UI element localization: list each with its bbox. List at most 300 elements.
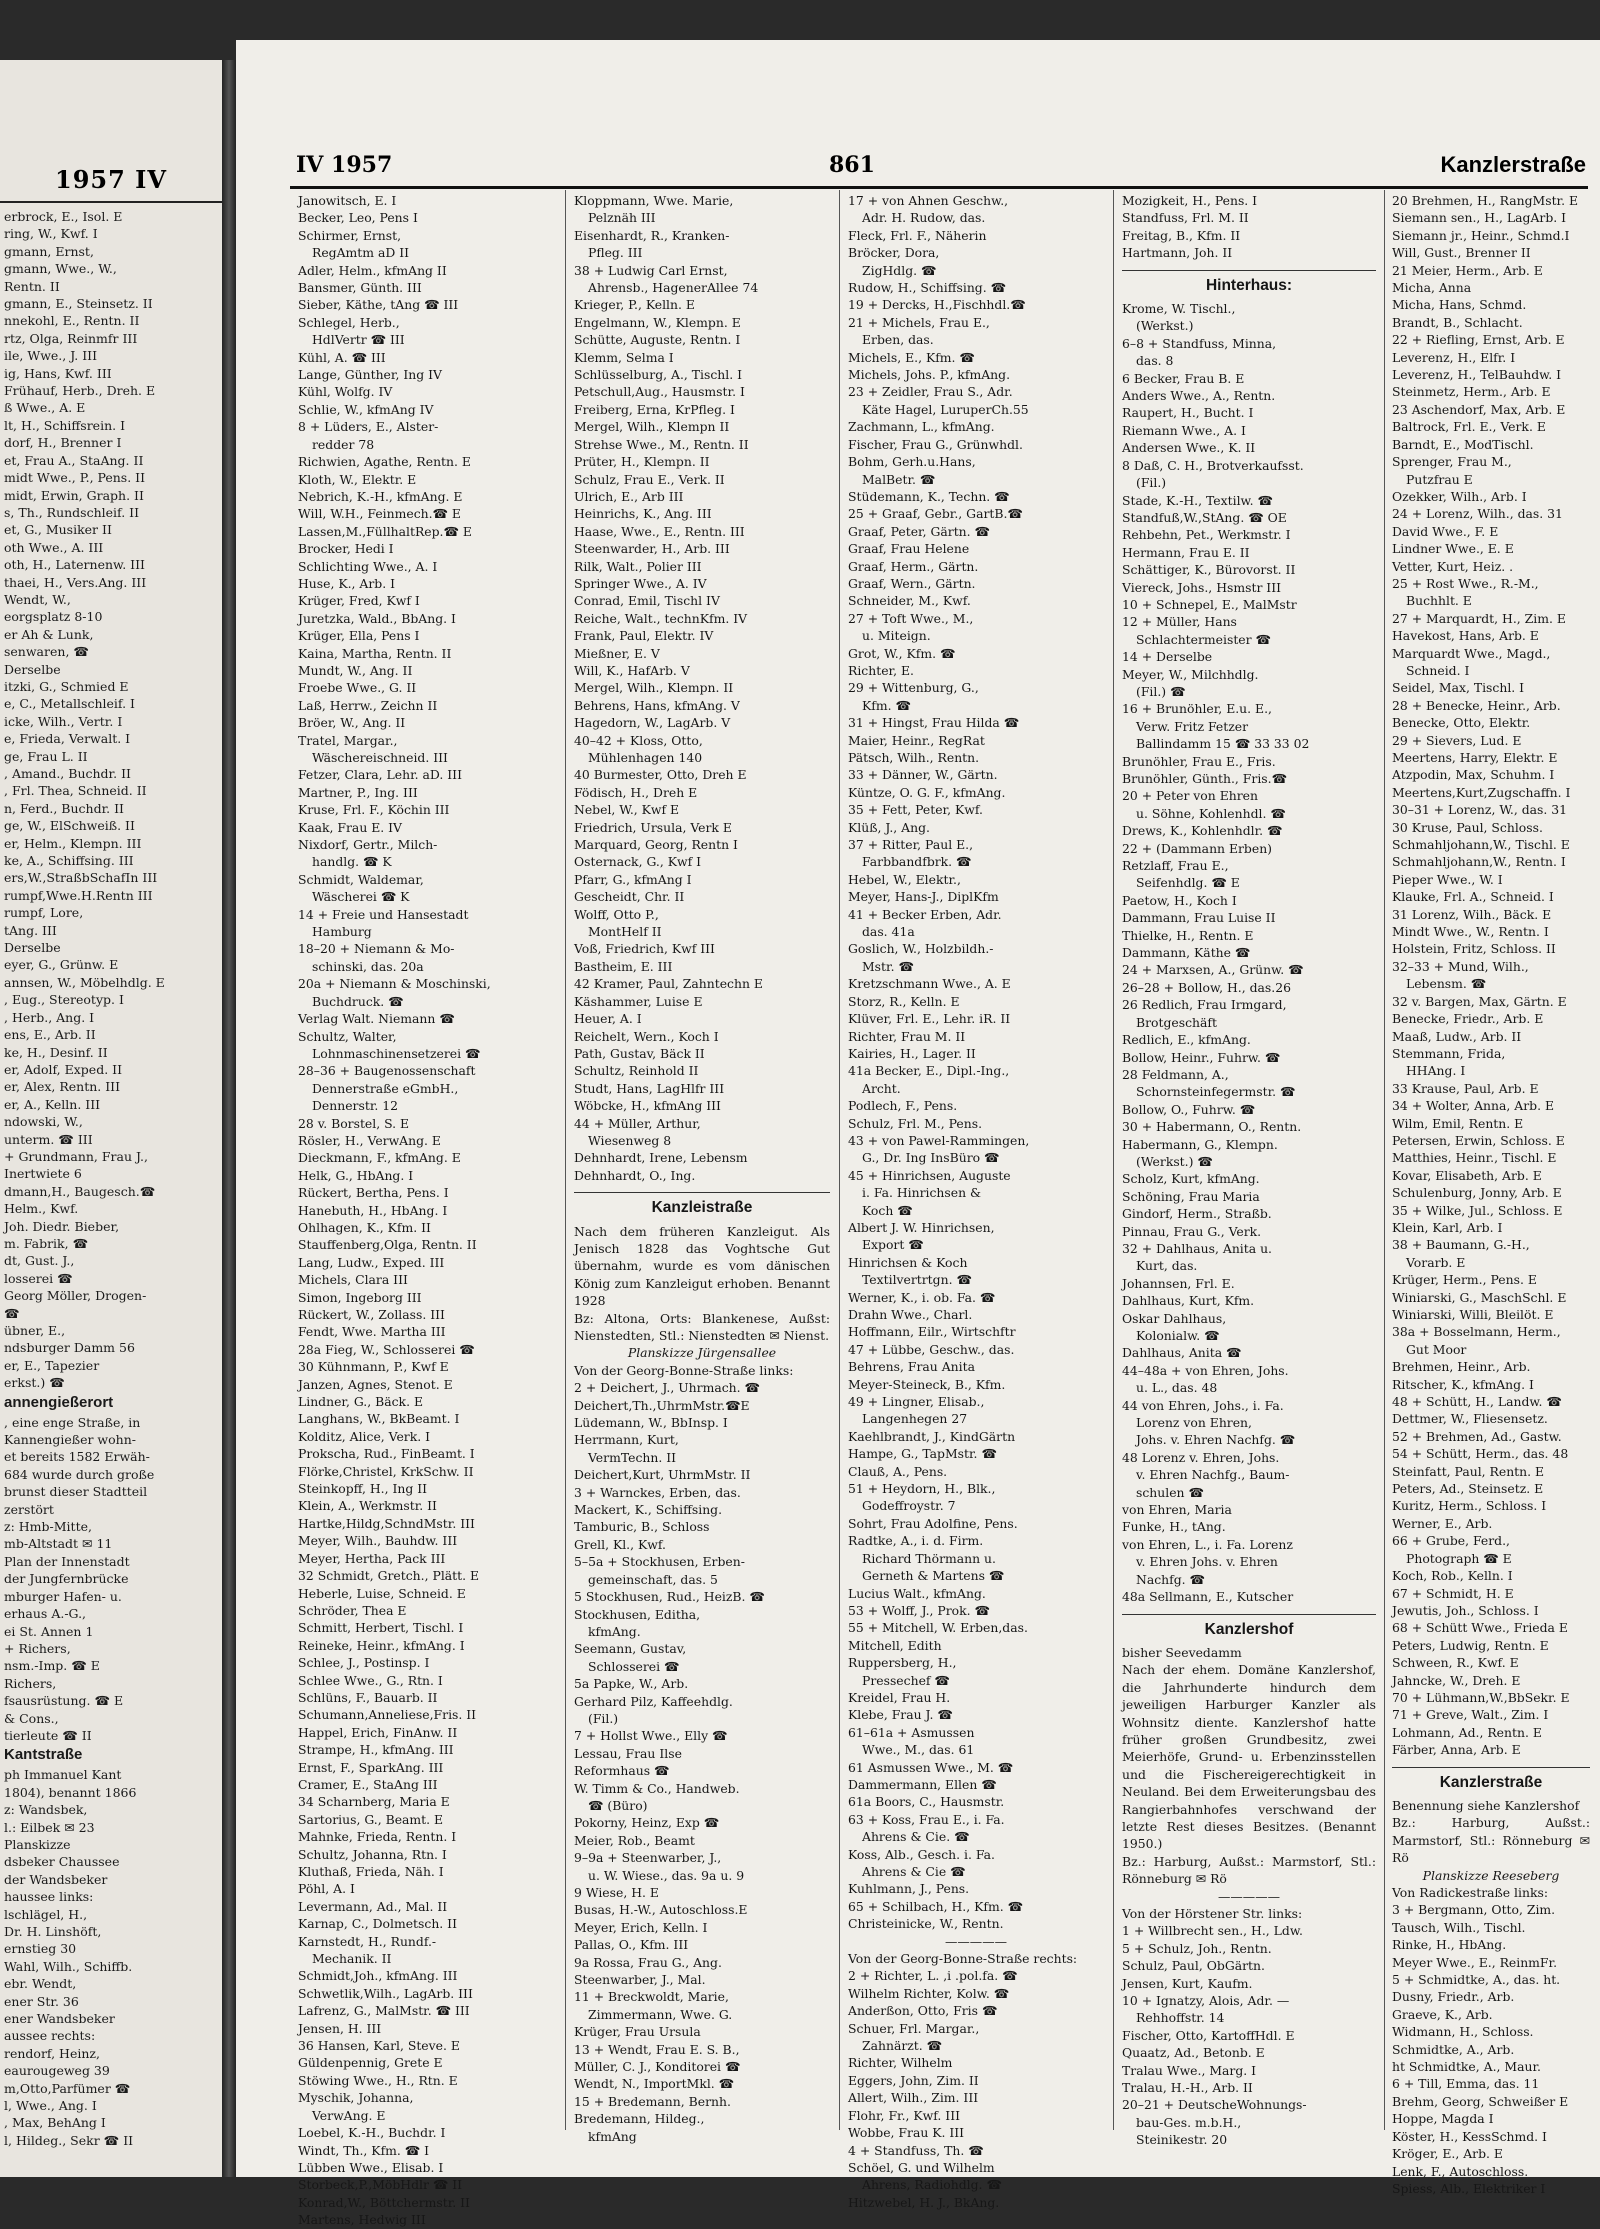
directory-entry: 33 + Dänner, W., Gärtn.	[848, 767, 998, 783]
directory-entry: ei St. Annen 1	[4, 1623, 94, 1639]
directory-entry: Richter, E.	[848, 662, 914, 678]
directory-entry: Michels, Clara III	[298, 1272, 408, 1288]
plan-sketch-note: Planskizze Reeseberg	[1422, 1867, 1560, 1883]
directory-entry: ener Wandsbeker	[4, 2011, 115, 2027]
directory-entry: Standfuss, Frl. M. II	[1122, 210, 1249, 226]
directory-entry: Kurt, das.	[1136, 1258, 1198, 1274]
directory-entry: Seemann, Gustav,	[574, 1641, 687, 1657]
directory-entry: u. W. Wiese., das. 9a u. 9	[588, 1867, 745, 1883]
directory-entry: 29 + Sievers, Lud. E	[1392, 732, 1522, 748]
left-page-header: 1957 IV	[55, 165, 167, 194]
column-divider	[1384, 190, 1385, 2130]
directory-entry: Nebel, W., Kwf E	[574, 802, 680, 818]
directory-entry: ers,W.,StraßbSchafIn III	[4, 870, 158, 886]
directory-entry: brunst dieser Stadtteil	[4, 1484, 148, 1500]
directory-entry: 30 Kruse, Paul, Schloss.	[1392, 819, 1543, 835]
directory-entry: 42 Kramer, Paul, Zahntechn E	[574, 976, 763, 992]
directory-entry: Petschull,Aug., Hausmstr. I	[574, 384, 745, 400]
directory-entry: Michels, E., Kfm. ☎	[848, 349, 975, 365]
directory-entry: erbrock, E., Isol. E	[4, 209, 123, 224]
directory-entry: Huse, K., Arb. I	[298, 575, 396, 591]
directory-entry: Prüter, H., Klempn. II	[574, 454, 710, 470]
directory-entry: Ahrensb., HagenerAllee 74	[588, 280, 759, 296]
street-info: Von der Georg-Bonne-Straße rechts:	[848, 1951, 1078, 1967]
directory-entry: 48 + Schütt, H., Landw. ☎	[1392, 1394, 1562, 1410]
directory-entry: 10 + Ignatzy, Alois, Adr. —	[1122, 1993, 1290, 2009]
directory-entry: Raupert, H., Bucht. I	[1122, 405, 1254, 421]
directory-entry: Reiche, Walt., technKfm. IV	[574, 610, 748, 626]
directory-entry: 44 von Ehren, Johs., i. Fa.	[1122, 1397, 1284, 1413]
directory-entry: 30 Kühnmann, P., Kwf E	[298, 1359, 449, 1375]
directory-entry: Schneid. I	[1406, 662, 1470, 678]
directory-entry: Ernst, F., SparkAng. III	[298, 1759, 444, 1775]
directory-entry: schinski, das. 20a	[312, 958, 424, 974]
page-header	[236, 152, 1600, 184]
directory-entry: Engelmann, W., Klempn. E	[574, 314, 741, 330]
section-separator: —————	[1218, 1888, 1280, 1904]
directory-entry: von Ehren, Maria	[1122, 1502, 1232, 1518]
directory-entry: Lucius Walt., kfmAng.	[848, 1585, 986, 1601]
directory-entry: RegAmtm aD II	[312, 245, 410, 261]
directory-entry: Schultz, Walter,	[298, 1028, 397, 1044]
street-info: Benennung siehe Kanzlershof	[1392, 1797, 1580, 1813]
street-info: Bz.: Harburg, Außst.: Marmstorf, Stl.: Rönneburg ✉ Rö	[1122, 1853, 1376, 1887]
directory-entry: Reformhaus ☎	[574, 1763, 670, 1779]
header-volume-year: IV 1957	[296, 152, 393, 178]
directory-entry: Mackert, K., Schiffsing.	[574, 1502, 723, 1518]
directory-entry: 10 + Schnepel, E., MalMstr	[1122, 596, 1297, 612]
section-separator: —————	[945, 1933, 1007, 1949]
directory-entry: Graaf, Peter, Gärtn. ☎	[848, 523, 990, 539]
directory-entry: fsausrüstung. ☎ E	[4, 1693, 124, 1709]
directory-entry: , eine enge Straße, in	[4, 1414, 141, 1430]
directory-entry: gmann, Wwe., W.,	[4, 261, 117, 277]
directory-entry: 70 + Lühmann,W.,BbSekr. E	[1392, 1689, 1570, 1705]
directory-entry: Karnstedt, H., Rundf.-	[298, 1933, 437, 1949]
directory-entry: Helk, G., HbAng. I	[298, 1167, 414, 1183]
directory-entry: Pfleg. III	[588, 245, 643, 261]
directory-entry: Tausch, Wilh., Tischl.	[1392, 1919, 1526, 1935]
left-page-body	[4, 208, 218, 2149]
street-description: Bz: Altona, Orts: Blankenese, Außst: Nienstedten, Stl.: Nienstedten ✉ Nienst.	[574, 1310, 830, 1343]
directory-entry: ke, H., Desinf. II	[4, 1044, 108, 1060]
directory-entry: aussee rechts:	[4, 2028, 96, 2044]
directory-entry: 25 + Rost Wwe., R.-M.,	[1392, 575, 1539, 591]
directory-entry: Riemann Wwe., A. I	[1122, 422, 1246, 438]
directory-entry: Studt, Hans, LagHlfr III	[574, 1080, 725, 1096]
page-number: 861	[829, 152, 875, 178]
directory-entry: , Herb., Ang. I	[4, 1009, 95, 1025]
directory-entry: Quaatz, Ad., Betonb. E	[1122, 2045, 1265, 2061]
directory-entry: Lafrenz, G., MalMstr. ☎ III	[298, 2003, 470, 2019]
directory-entry: dt, Gust. J.,	[4, 1253, 75, 1269]
directory-entry: haussee links:	[4, 1889, 94, 1905]
directory-entry: 68 + Schütt Wwe., Frieda E	[1392, 1620, 1568, 1636]
directory-entry: er, E., Tapezier	[4, 1357, 100, 1373]
directory-entry: Ahrens, Radiohdlg. ☎	[862, 2177, 1002, 2193]
directory-entry: er, Helm., Klempn. III	[4, 835, 142, 851]
directory-entry: Export ☎	[862, 1237, 924, 1253]
directory-entry: 7 + Hollst Wwe., Elly ☎	[574, 1728, 728, 1744]
book-spine	[222, 60, 236, 2177]
directory-entry: 8 + Lüders, E., Alster-	[298, 419, 439, 435]
directory-entry: Winiarski, G., MaschSchl. E	[1392, 1289, 1567, 1305]
directory-entry: u. Söhne, Kohlenhdl. ☎	[1136, 805, 1286, 821]
directory-entry: Textilvertrtgn. ☎	[862, 1272, 972, 1288]
directory-entry: Schwetlik,Wilh., LagArb. III	[298, 1985, 473, 2001]
directory-entry: Kuhlmann, J., Pens.	[848, 1881, 970, 1897]
directory-entry: von Ehren, L., i. Fa. Lorenz	[1122, 1536, 1293, 1552]
directory-entry: Drews, K., Kohlenhdlr. ☎	[1122, 823, 1283, 839]
directory-entry: l, Wwe., Ang. I	[4, 2098, 97, 2114]
street-heading: Kanzleistraße	[574, 1192, 830, 1216]
directory-entry: 30 + Habermann, O., Rentn.	[1122, 1119, 1302, 1135]
directory-entry: Path, Gustav, Bäck II	[574, 1045, 705, 1061]
directory-entry: Dammann, Käthe ☎	[1122, 945, 1251, 961]
directory-entry: Albert J. W. Hinrichsen,	[848, 1219, 995, 1235]
directory-entry: kfmAng	[588, 2128, 637, 2144]
directory-entry: Hagedorn, W., LagArb. V	[574, 715, 731, 731]
directory-entry: Bröer, W., Ang. II	[298, 715, 406, 731]
directory-entry: Koch ☎	[862, 1202, 913, 1218]
directory-entry: Meertens, Harry, Elektr. E	[1392, 750, 1558, 765]
directory-entry: Thielke, H., Rentn. E	[1122, 927, 1254, 943]
directory-entry: oth Wwe., A. III	[4, 539, 104, 555]
directory-entry: Krüger, Ella, Pens I	[298, 628, 420, 644]
directory-entry: Behrens, Frau Anita	[848, 1359, 975, 1375]
directory-entry: Funke, H., tAng.	[1122, 1519, 1226, 1535]
directory-entry: 53 + Wolff, J., Prok. ☎	[848, 1602, 990, 1618]
directory-entry: 34 + Wolter, Anna, Arb. E	[1392, 1098, 1554, 1114]
directory-entry: 5 + Schulz, Joh., Rentn.	[1122, 1940, 1272, 1956]
directory-column-5	[1392, 192, 1590, 2196]
directory-entry: Kolonialw. ☎	[1136, 1328, 1220, 1343]
directory-entry: Langhans, W., BkBeamt. I	[298, 1411, 460, 1427]
directory-entry: Stauffenberg,Olga, Rentn. II	[298, 1237, 477, 1253]
directory-entry: Leverenz, H., Elfr. I	[1392, 349, 1516, 365]
directory-entry: Mstr. ☎	[862, 958, 914, 974]
directory-entry: Derselbe	[4, 661, 61, 677]
directory-entry: rendorf, Heinz,	[4, 2045, 100, 2061]
directory-entry: Hoffmann, Eilr., Wirtschftr	[848, 1324, 1016, 1340]
directory-entry: Pieper Wwe., W. I	[1392, 871, 1503, 887]
directory-entry: tierleute ☎ II	[4, 1727, 92, 1743]
directory-entry: Martner, P., Ing. III	[298, 784, 418, 800]
directory-entry: rumpf, Lore,	[4, 905, 84, 921]
directory-entry: Martens, Hedwig III	[298, 2212, 426, 2228]
directory-entry: Anderßon, Otto, Fris ☎	[848, 2003, 998, 2019]
directory-entry: 35 + Fett, Peter, Kwf.	[848, 802, 983, 818]
directory-entry: 28 Feldmann, A.,	[1122, 1066, 1229, 1082]
directory-entry: 14 + Derselbe	[1122, 649, 1213, 665]
directory-entry: übner, E.,	[4, 1323, 66, 1338]
directory-entry: Janowitsch, E. I	[298, 193, 397, 208]
directory-entry: ernstieg 30	[4, 1941, 77, 1957]
directory-column-2	[574, 192, 830, 2144]
directory-entry: itzki, G., Schmied E	[4, 678, 129, 694]
directory-entry: Michels, Johs. P., kfmAng.	[848, 367, 1011, 383]
directory-entry: das. 8	[1136, 353, 1174, 369]
directory-entry: Leverenz, H., TelBauhdw. I	[1392, 367, 1562, 383]
directory-entry: Barndt, E., ModTischl.	[1392, 436, 1534, 452]
directory-entry: Heberle, Luise, Schneid. E	[298, 1585, 466, 1601]
directory-entry: Clauß, A., Pens.	[848, 1463, 948, 1479]
directory-entry: Meertens,Kurt,Zugschaffn. I	[1392, 784, 1571, 800]
directory-entry: Wwe., M., das. 61	[862, 1742, 975, 1758]
directory-entry: Dehnhardt, Irene, Lebensm	[574, 1150, 748, 1166]
directory-entry: s, Th., Rundschleif. II	[4, 504, 140, 520]
directory-entry: Archt.	[862, 1080, 901, 1096]
directory-entry: VermTechn. II	[588, 1449, 677, 1465]
directory-entry: Mitchell, Edith	[848, 1637, 942, 1653]
directory-entry: Pallas, O., Kfm. III	[574, 1937, 689, 1953]
directory-entry: Schween, R., Kwf. E	[1392, 1655, 1519, 1671]
directory-entry: Laß, Herrw., Zeichn II	[298, 697, 438, 713]
directory-entry: Mozigkeit, H., Pens. I	[1122, 193, 1258, 208]
directory-entry: (Fil.)	[588, 1710, 619, 1726]
directory-entry: erkst.) ☎	[4, 1375, 65, 1391]
directory-entry: 43 + von Pawel-Rammingen,	[848, 1132, 1030, 1148]
directory-entry: 32 + Dahlhaus, Anita u.	[1122, 1240, 1272, 1256]
directory-entry: Planskizze	[4, 1836, 71, 1852]
directory-entry: Zahnärzt. ☎	[862, 2038, 943, 2054]
directory-entry: Kreidel, Frau H.	[848, 1689, 951, 1705]
directory-entry: Juretzka, Wald., BbAng. I	[298, 610, 456, 626]
directory-entry: Eggers, John, Zim. II	[848, 2072, 979, 2088]
directory-entry: 54 + Schütt, Herm., das. 48	[1392, 1446, 1569, 1462]
directory-entry: et, Frau A., StaAng. II	[4, 452, 144, 468]
directory-entry: Hartmann, Joh. II	[1122, 245, 1233, 261]
directory-entry: Kannengießer wohn-	[4, 1432, 136, 1448]
directory-entry: ens, E., Arb. II	[4, 1027, 96, 1043]
directory-entry: Stöwing Wwe., H., Rtn. E	[298, 2072, 458, 2088]
directory-entry: Wäschereischneid. III	[312, 750, 448, 765]
directory-entry: Klemm, Selma I	[574, 349, 674, 365]
street-heading: Kanzlerstraße	[1392, 1767, 1590, 1791]
directory-entry: lt, H., Schiffsrein. I	[4, 417, 126, 433]
directory-entry: 28 + Benecke, Heinr., Arb.	[1392, 697, 1561, 713]
directory-entry: Bredemann, Hildeg.,	[574, 2111, 705, 2127]
directory-entry: 5 + Schmidtke, A., das. ht.	[1392, 1972, 1561, 1988]
directory-entry: 48a Sellmann, E., Kutscher	[1122, 1589, 1294, 1605]
directory-entry: 41a Becker, E., Dipl.-Ing.,	[848, 1063, 1010, 1079]
directory-entry: Janzen, Agnes, Stenot. E	[298, 1376, 453, 1392]
directory-entry: 71 + Greve, Walt., Zim. I	[1392, 1707, 1549, 1723]
directory-entry: Flohr, Fr., Kwf. III	[848, 2107, 960, 2123]
street-heading: Hinterhaus:	[1122, 270, 1376, 294]
directory-entry: Buchhlt. E	[1406, 593, 1472, 609]
directory-entry: tAng. III	[4, 922, 57, 938]
directory-entry: 67 + Schmidt, H. E	[1392, 1585, 1514, 1601]
directory-entry: Klebe, Frau J. ☎	[848, 1707, 953, 1723]
directory-entry: 66 + Grube, Ferd.,	[1392, 1533, 1510, 1549]
directory-entry: Wöbcke, H., kfmAng III	[574, 1098, 721, 1114]
directory-entry: Werner, K., i. ob. Fa. ☎	[848, 1289, 996, 1305]
directory-entry: Christeinicke, W., Rentn.	[848, 1916, 1004, 1932]
directory-entry: 36 Hansen, Karl, Steve. E	[298, 2038, 460, 2054]
directory-entry: ☎	[4, 1305, 20, 1321]
directory-entry: 61 Asmussen Wwe., M. ☎	[848, 1759, 1014, 1775]
directory-entry: Krüger, Herm., Pens. E	[1392, 1272, 1537, 1288]
directory-entry: Födisch, H., Dreh E	[574, 784, 698, 800]
directory-entry: Bollow, Heinr., Fuhrw. ☎	[1122, 1049, 1281, 1065]
directory-entry: Käshammer, Luise E	[574, 993, 703, 1009]
directory-entry: n, Ferd., Buchdr. II	[4, 800, 124, 816]
directory-entry: Dahlhaus, Anita ☎	[1122, 1345, 1242, 1361]
column-divider	[1113, 190, 1114, 2130]
directory-entry: 17 + von Ahnen Geschw.,	[848, 193, 1009, 208]
directory-entry: 9a Rossa, Frau G., Ang.	[574, 1954, 722, 1970]
directory-entry: rtz, Olga, Reinmfr III	[4, 330, 138, 346]
directory-entry: Hebel, W., Elektr.,	[848, 871, 961, 887]
directory-entry: 27 + Marquardt, H., Zim. E	[1392, 610, 1566, 626]
directory-entry: Tamburic, B., Schloss	[574, 1519, 710, 1535]
directory-entry: Sartorius, G., Beamt. E	[298, 1811, 444, 1827]
directory-entry: Happel, Erich, FinAnw. II	[298, 1724, 458, 1740]
directory-entry: Gescheidt, Chr. II	[574, 889, 685, 905]
directory-entry: ph Immanuel Kant	[4, 1767, 122, 1783]
directory-entry: Strampe, H., kfmAng. III	[298, 1742, 454, 1758]
directory-entry: gemeinschaft, das. 5	[588, 1571, 718, 1587]
directory-entry: Matthies, Heinr., Tischl. E	[1392, 1150, 1557, 1166]
street-info: Von der Georg-Bonne-Straße links:	[574, 1362, 794, 1378]
directory-entry: 38a + Bosselmann, Herm.,	[1392, 1324, 1561, 1340]
directory-entry: lschlägel, H.,	[4, 1906, 88, 1922]
directory-entry: ndowski, W.,	[4, 1114, 83, 1130]
directory-entry: Marquardt Wwe., Magd.,	[1392, 645, 1551, 661]
directory-entry: ZigHdlg. ☎	[862, 262, 937, 278]
directory-entry: z: Wandsbek,	[4, 1802, 88, 1818]
directory-entry: Meier, Rob., Beamt	[574, 1832, 695, 1848]
directory-column-4	[1122, 192, 1376, 2148]
directory-entry: 25 + Graaf, Gebr., GartB.☎	[848, 506, 1023, 522]
directory-entry: 40 Burmester, Otto, Dreh E	[574, 767, 747, 783]
directory-entry: 61–61a + Asmussen	[848, 1724, 975, 1740]
directory-entry: VerwAng. E	[312, 2107, 386, 2123]
plan-sketch-note: Planskizze Jürgensallee	[627, 1345, 777, 1361]
directory-entry: kfmAng.	[588, 1623, 641, 1639]
directory-entry: 48 Lorenz v. Ehren, Johs.	[1122, 1449, 1280, 1465]
directory-entry: Graeve, K., Arb.	[1392, 2006, 1493, 2022]
directory-entry: ge, Frau L. II	[4, 748, 88, 764]
directory-entry: Winiarski, Willi, Bleilöt. E	[1392, 1307, 1554, 1322]
directory-entry: 35 + Wilke, Jul., Schloss. E	[1392, 1202, 1563, 1218]
directory-entry: Loebel, K.-H., Buchdr. I	[298, 2125, 446, 2141]
directory-entry: 12 + Müller, Hans	[1122, 614, 1237, 630]
street-description: Nach der ehem. Domäne Kanzlershof, die Jahrhunderte hindurch dem jeweiligen Harburger Kanzler als Wohnsitz diente. Kanzlershof hatte früher großen Grundbesitz, zwei Meierhöfe, Grund- u. Erbenzinsstellen und die Fischereigerechtigkeit in Neuland. Bei dem Erweiterungsbau des Rangierbahnhofes verschwand der letzte Rest dieses Besitzes. (Benannt 1950.)	[1122, 1662, 1376, 1852]
directory-entry: Buchdruck. ☎	[312, 993, 404, 1009]
street-description: Nach dem früheren Kanzleigut. Als Jenisch 1828 das Voghtsche Gut übernahm, wurde es vom dänischen König zum Kanzleigut erhoben. Benannt 1928	[574, 1223, 830, 1309]
directory-entry: 41 + Becker Erben, Adr.	[848, 906, 1002, 922]
directory-entry: Myschik, Johanna,	[298, 2090, 414, 2106]
directory-entry: 44 + Müller, Arthur,	[574, 1115, 701, 1131]
directory-entry: eyer, G., Grünw. E	[4, 957, 119, 973]
directory-entry: Petersen, Erwin, Schloss. E	[1392, 1132, 1565, 1148]
directory-entry: 63 + Koss, Frau E., i. Fa.	[848, 1811, 1005, 1827]
directory-entry: Dehnhardt, O., Ing.	[574, 1167, 696, 1183]
header-rule	[290, 186, 1588, 189]
directory-entry: 55 + Mitchell, W. Erben,das.	[848, 1620, 1028, 1636]
directory-entry: Schlüsselburg, A., Tischl. I	[574, 367, 743, 383]
directory-entry: Mergel, Wilh., Klempn. II	[574, 680, 734, 696]
directory-entry: dmann,H., Baugesch.☎	[4, 1183, 156, 1199]
directory-entry: 37 + Ritter, Paul E.,	[848, 837, 974, 853]
directory-entry: Verlag Walt. Niemann ☎	[298, 1011, 455, 1027]
directory-entry: Joh. Diedr. Bieber,	[4, 1218, 120, 1234]
directory-entry: Rentn. II	[4, 278, 60, 294]
directory-entry: 1 + Willbrecht sen., H., Ldw.	[1122, 1923, 1303, 1939]
directory-entry: Koch, Rob., Kelln. I	[1392, 1568, 1513, 1584]
directory-entry: 11 + Breckwoldt, Marie,	[574, 1989, 729, 2005]
directory-entry: Kühl, A. ☎ III	[298, 349, 386, 365]
directory-entry: Godeffroystr. 7	[862, 1498, 956, 1514]
directory-entry: Eisenhardt, R., Kranken-	[574, 227, 730, 243]
directory-entry: Schöning, Frau Maria	[1122, 1188, 1260, 1204]
street-info: Bz.: Harburg, Außst.: Marmstorf, Stl.: Rönneburg ✉ Rö	[1392, 1815, 1590, 1866]
directory-entry: Dammann, Frau Luise II	[1122, 910, 1276, 926]
directory-entry: Brandt, B., Schlacht.	[1392, 314, 1523, 330]
directory-entry: Becker, Leo, Pens I	[298, 210, 418, 226]
directory-entry: Schornsteinfegermstr. ☎	[1136, 1084, 1296, 1100]
directory-entry: Schlegel, Herb.,	[298, 314, 400, 330]
directory-entry: Meyer-Steineck, B., Kfm.	[848, 1376, 1006, 1392]
directory-entry: Kröger, E., Arb. E	[1392, 2146, 1503, 2162]
directory-entry: Freitag, B., Kfm. II	[1122, 227, 1241, 243]
directory-entry: gmann, Ernst,	[4, 243, 94, 259]
directory-entry: ener Str. 36	[4, 1993, 79, 2009]
directory-entry: Wobbe, Frau K. III	[848, 2125, 965, 2141]
directory-entry: Rinke, H., HbAng.	[1392, 1937, 1507, 1953]
directory-entry: 40–42 + Kloss, Otto,	[574, 732, 703, 748]
directory-entry: Seifenhdlg. ☎ E	[1136, 875, 1240, 891]
directory-entry: 5 Stockhusen, Rud., HeizB. ☎	[574, 1589, 765, 1605]
directory-entry: Kretzschmann Wwe., A. E	[848, 976, 1011, 992]
directory-entry: Fischer, Frau G., Grünwhdl.	[848, 436, 1023, 452]
directory-entry: ile, Wwe., J. III	[4, 348, 98, 364]
directory-entry: Käte Hagel, LuruperCh.55	[862, 401, 1029, 417]
directory-entry: er, Alex, Rentn. III	[4, 1079, 121, 1095]
directory-entry: Krome, W. Tischl.,	[1122, 301, 1236, 317]
directory-entry: Widmann, H., Schloss.	[1392, 2024, 1534, 2040]
directory-entry: ht Schmidtke, A., Maur.	[1392, 2059, 1541, 2075]
directory-entry: Schulz, Frau E., Verk. II	[574, 471, 725, 487]
directory-entry: Sprenger, Frau M.,	[1392, 454, 1512, 470]
directory-entry: Güldenpennig, Grete E	[298, 2055, 443, 2071]
directory-entry: Kovar, Elisabeth, Arb. E	[1392, 1167, 1542, 1183]
directory-entry: Steinmetz, Herm., Arb. E	[1392, 384, 1551, 400]
directory-entry: Wilhelm Richter, Kolw. ☎	[848, 1985, 1010, 2001]
directory-entry: Kühl, Wolfg. IV	[298, 384, 393, 400]
directory-entry: Hartke,Hildg,SchndMstr. III	[298, 1515, 475, 1531]
directory-entry: 23 Aschendorf, Max, Arb. E	[1392, 401, 1566, 417]
street-heading: Kanzlershof	[1122, 1614, 1376, 1638]
directory-entry: m. Fabrik, ☎	[4, 1235, 89, 1251]
directory-entry: Levermann, Ad., Mal. II	[298, 1898, 448, 1914]
directory-entry: Dieckmann, F., kfmAng. E	[298, 1150, 461, 1166]
directory-entry: Schumann,Anneliese,Fris. II	[298, 1707, 477, 1723]
directory-entry: Ahrens & Cie ☎	[862, 1864, 966, 1879]
directory-entry: 1804), benannt 1866	[4, 1784, 137, 1800]
directory-entry: Bollow, O., Fuhrw. ☎	[1122, 1101, 1256, 1117]
directory-entry: 15 + Bredemann, Bernh.	[574, 2093, 731, 2109]
directory-entry: Schmahljohann,W., Rentn. I	[1392, 854, 1566, 870]
directory-entry: Photograph ☎ E	[1406, 1550, 1512, 1566]
directory-entry: Peters, Ludwig, Rentn. E	[1392, 1637, 1549, 1653]
directory-entry: Kolditz, Alice, Verk. I	[298, 1428, 430, 1444]
directory-entry: Verw. Fritz Fetzer	[1136, 718, 1249, 734]
directory-entry: 2 + Richter, L. ,i .pol.fa. ☎	[848, 1968, 1018, 1984]
directory-entry: Kuritz, Herm., Schloss. I	[1392, 1498, 1547, 1514]
